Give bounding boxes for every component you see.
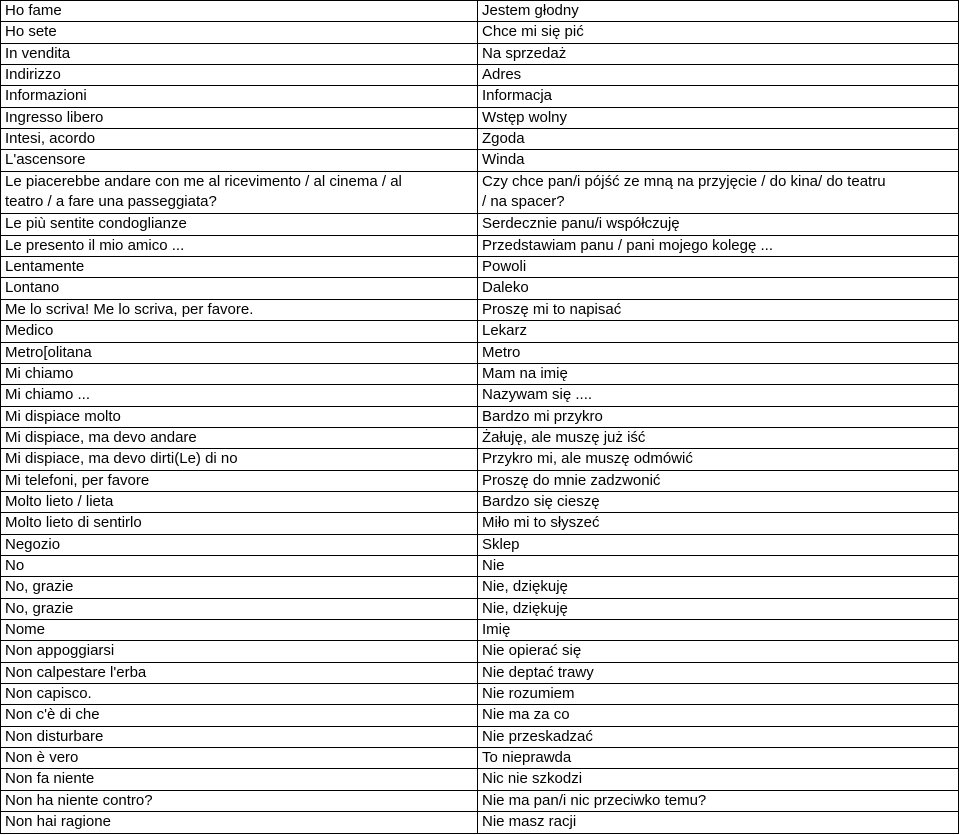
- table-row: [1, 619, 959, 640]
- table-row: [1, 684, 959, 705]
- polish-phrase-cell: Metro: [478, 342, 959, 363]
- table-row: [1, 662, 959, 683]
- polish-phrase-cell: Wstęp wolny: [478, 107, 959, 128]
- table-row: [1, 641, 959, 662]
- polish-phrase-cell: Chce mi się pić: [478, 22, 959, 43]
- polish-phrase-cell: Daleko: [478, 278, 959, 299]
- polish-phrase-cell: Proszę do mnie zadzwonić: [478, 470, 959, 491]
- italian-phrase-cell: No, grazie: [1, 577, 478, 598]
- polish-phrase-cell: Nie: [478, 555, 959, 576]
- italian-phrase-cell: Non appoggiarsi: [1, 641, 478, 662]
- table-row: [1, 1, 959, 22]
- polish-phrase-cell: Nie przeskadzać: [478, 726, 959, 747]
- table-row: [1, 812, 959, 834]
- table-row: [1, 513, 959, 534]
- table-row: [1, 342, 959, 363]
- italian-phrase-cell: Mi chiamo ...: [1, 385, 478, 406]
- polish-phrase-cell: Zgoda: [478, 129, 959, 150]
- polish-phrase-cell: Nie, dziękuję: [478, 598, 959, 619]
- polish-phrase-cell: Jestem głodny: [478, 1, 959, 22]
- italian-phrase-cell: Non ha niente contro?: [1, 790, 478, 811]
- italian-phrase-cell: Ingresso libero: [1, 107, 478, 128]
- polish-phrase-cell: Bardzo mi przykro: [478, 406, 959, 427]
- polish-phrase-cell: Na sprzedaż: [478, 43, 959, 64]
- italian-phrase-cell: Le piacerebbe andare con me al ricevimento / al cinema / al teatro / a fare una passeggiata?: [1, 171, 478, 214]
- polish-phrase-cell: Serdecznie panu/i współczuję: [478, 214, 959, 235]
- table-row: [1, 577, 959, 598]
- polish-phrase-cell: Przedstawiam panu / pani mojego kolegę ...: [478, 235, 959, 256]
- table-row: [1, 171, 959, 214]
- italian-phrase-cell: Nome: [1, 619, 478, 640]
- italian-phrase-cell: Non calpestare l'erba: [1, 662, 478, 683]
- italian-phrase-cell: Le più sentite condoglianze: [1, 214, 478, 235]
- polish-phrase-cell: Adres: [478, 65, 959, 86]
- table-row: [1, 534, 959, 555]
- italian-phrase-cell: No: [1, 555, 478, 576]
- polish-phrase-cell: Sklep: [478, 534, 959, 555]
- polish-phrase-cell: Proszę mi to napisać: [478, 299, 959, 320]
- polish-phrase-cell: Nie ma za co: [478, 705, 959, 726]
- italian-phrase-cell: Informazioni: [1, 86, 478, 107]
- italian-phrase-cell: Molto lieto di sentirlo: [1, 513, 478, 534]
- table-row: [1, 150, 959, 171]
- table-row: [1, 129, 959, 150]
- italian-phrase-cell: Indirizzo: [1, 65, 478, 86]
- polish-phrase-cell: Informacja: [478, 86, 959, 107]
- polish-phrase-cell: Miło mi to słyszeć: [478, 513, 959, 534]
- table-row: [1, 43, 959, 64]
- table-row: [1, 406, 959, 427]
- italian-phrase-cell: Lentamente: [1, 257, 478, 278]
- italian-phrase-cell: Mi chiamo: [1, 363, 478, 384]
- table-row: [1, 748, 959, 769]
- italian-phrase-cell: Mi dispiace molto: [1, 406, 478, 427]
- polish-phrase-cell: Bardzo się cieszę: [478, 491, 959, 512]
- italian-phrase-cell: Metro[olitana: [1, 342, 478, 363]
- table-row: [1, 257, 959, 278]
- italian-phrase-cell: Lontano: [1, 278, 478, 299]
- polish-phrase-cell: To nieprawda: [478, 748, 959, 769]
- table-row: [1, 22, 959, 43]
- italian-phrase-cell: Medico: [1, 321, 478, 342]
- table-row: [1, 491, 959, 512]
- polish-phrase-cell: Winda: [478, 150, 959, 171]
- table-row: [1, 363, 959, 384]
- phrase-table-body: [1, 1, 959, 834]
- polish-phrase-cell: Czy chce pan/i pójść ze mną na przyjęcie / do kina/ do teatru / na spacer?: [478, 171, 959, 214]
- table-row: [1, 705, 959, 726]
- table-row: [1, 65, 959, 86]
- italian-phrase-cell: Non fa niente: [1, 769, 478, 790]
- italian-phrase-cell: Molto lieto / lieta: [1, 491, 478, 512]
- polish-phrase-cell: Żałuję, ale muszę już iść: [478, 427, 959, 448]
- polish-phrase-cell: Nic nie szkodzi: [478, 769, 959, 790]
- polish-phrase-cell: Nie deptać trawy: [478, 662, 959, 683]
- polish-phrase-cell: Powoli: [478, 257, 959, 278]
- italian-phrase-cell: Mi dispiace, ma devo andare: [1, 427, 478, 448]
- polish-phrase-cell: Nie ma pan/i nic przeciwko temu?: [478, 790, 959, 811]
- italian-phrase-cell: Non c'è di che: [1, 705, 478, 726]
- polish-phrase-cell: Nie rozumiem: [478, 684, 959, 705]
- polish-phrase-cell: Mam na imię: [478, 363, 959, 384]
- italian-phrase-cell: Non è vero: [1, 748, 478, 769]
- table-row: [1, 214, 959, 235]
- table-row: [1, 321, 959, 342]
- table-row: [1, 449, 959, 470]
- italian-phrase-cell: L'ascensore: [1, 150, 478, 171]
- italian-phrase-cell: Intesi, acordo: [1, 129, 478, 150]
- table-row: [1, 278, 959, 299]
- table-row: [1, 470, 959, 491]
- polish-phrase-cell: Przykro mi, ale muszę odmówić: [478, 449, 959, 470]
- italian-phrase-cell: Ho fame: [1, 1, 478, 22]
- table-row: [1, 598, 959, 619]
- table-row: [1, 790, 959, 811]
- italian-phrase-cell: Negozio: [1, 534, 478, 555]
- italian-phrase-cell: Le presento il mio amico ...: [1, 235, 478, 256]
- polish-phrase-cell: Nazywam się ....: [478, 385, 959, 406]
- table-row: [1, 385, 959, 406]
- table-row: [1, 769, 959, 790]
- polish-phrase-cell: Imię: [478, 619, 959, 640]
- italian-phrase-cell: Non hai ragione: [1, 812, 478, 834]
- italian-phrase-cell: In vendita: [1, 43, 478, 64]
- italian-phrase-cell: Me lo scriva! Me lo scriva, per favore.: [1, 299, 478, 320]
- polish-phrase-cell: Nie, dziękuję: [478, 577, 959, 598]
- table-row: [1, 86, 959, 107]
- table-row: [1, 299, 959, 320]
- polish-phrase-cell: Lekarz: [478, 321, 959, 342]
- polish-phrase-cell: Nie opierać się: [478, 641, 959, 662]
- table-row: [1, 726, 959, 747]
- table-row: [1, 107, 959, 128]
- polish-phrase-cell: Nie masz racji: [478, 812, 959, 834]
- italian-phrase-cell: Ho sete: [1, 22, 478, 43]
- italian-phrase-cell: Mi dispiace, ma devo dirti(Le) di no: [1, 449, 478, 470]
- italian-phrase-cell: No, grazie: [1, 598, 478, 619]
- table-row: [1, 427, 959, 448]
- table-row: [1, 235, 959, 256]
- table-row: [1, 555, 959, 576]
- italian-phrase-cell: Mi telefoni, per favore: [1, 470, 478, 491]
- italian-phrase-cell: Non disturbare: [1, 726, 478, 747]
- italian-phrase-cell: Non capisco.: [1, 684, 478, 705]
